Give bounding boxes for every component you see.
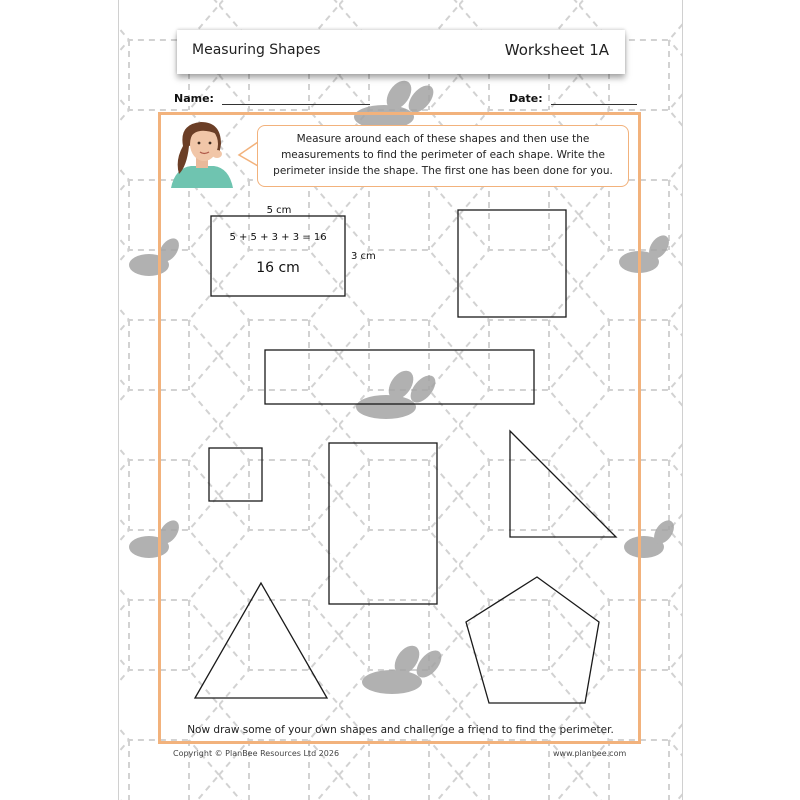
shapes-area — [119, 0, 682, 800]
tall-rectangle — [329, 443, 437, 604]
worksheet-title: Measuring Shapes — [192, 42, 321, 58]
closing-prompt: Now draw some of your own shapes and challenge a friend to find the perimeter. — [187, 724, 614, 736]
long-rectangle — [265, 350, 534, 404]
example-answer: 16 cm — [256, 260, 300, 276]
example-width-label: 5 cm — [266, 205, 292, 216]
triangle — [195, 583, 327, 698]
square-small — [209, 448, 262, 501]
pentagon — [466, 577, 599, 703]
date-label: Date: — [509, 92, 543, 105]
example-height-label: 3 cm — [351, 251, 376, 262]
right-triangle — [510, 431, 616, 537]
worksheet-number: Worksheet 1A — [504, 41, 609, 59]
instructions-bubble: Measure around each of these shapes and then use the measurements to find the perimeter of each shape. Write the perimeter inside the shape. The first one has been done for you. — [257, 125, 629, 187]
website-link[interactable]: www.planbee.com — [553, 749, 627, 758]
example-calculation: 5 + 5 + 3 + 3 = 16 — [229, 232, 327, 243]
worksheet-page — [118, 0, 683, 800]
copyright-text: Copyright © PlanBee Resources Ltd 2026 — [173, 749, 340, 758]
example-rectangle — [211, 216, 345, 296]
square-large — [458, 210, 566, 317]
name-label: Name: — [174, 92, 214, 105]
